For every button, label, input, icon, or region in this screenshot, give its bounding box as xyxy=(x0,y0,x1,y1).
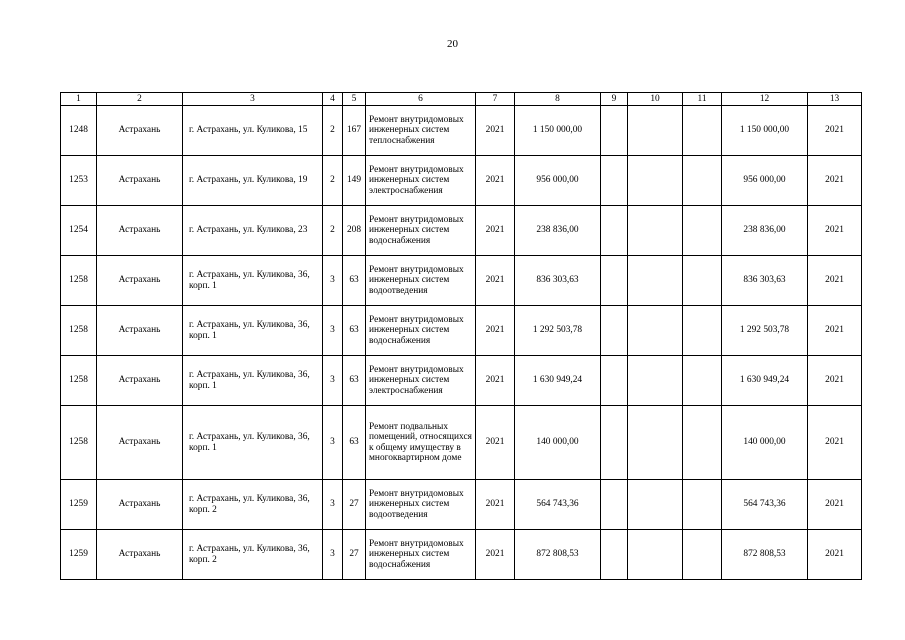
cell-col-10 xyxy=(628,256,683,306)
cell-work-type: Ремонт внутридомовых инженерных систем водоотведения xyxy=(366,480,476,530)
cell-col-11 xyxy=(683,356,722,406)
cell-address: г. Астрахань, ул. Куликова, 23 xyxy=(183,206,323,256)
cell-cost: 872 808,53 xyxy=(515,530,601,580)
cell-completion-year: 2021 xyxy=(808,356,862,406)
cell-year: 2021 xyxy=(476,530,515,580)
cell-col-11 xyxy=(683,156,722,206)
cell-apartments: 63 xyxy=(343,356,366,406)
column-header-11: 11 xyxy=(683,93,722,106)
cell-completion-year: 2021 xyxy=(808,106,862,156)
cell-floors: 3 xyxy=(323,356,343,406)
cell-floors: 3 xyxy=(323,256,343,306)
cell-work-type: Ремонт внутридомовых инженерных систем водоотведения xyxy=(366,256,476,306)
cell-row-number: 1258 xyxy=(61,256,97,306)
cell-year: 2021 xyxy=(476,106,515,156)
cell-row-number: 1258 xyxy=(61,406,97,480)
cell-floors: 2 xyxy=(323,206,343,256)
cell-completion-year: 2021 xyxy=(808,530,862,580)
cell-total: 140 000,00 xyxy=(722,406,808,480)
column-header-1: 1 xyxy=(61,93,97,106)
cell-year: 2021 xyxy=(476,256,515,306)
cell-cost: 564 743,36 xyxy=(515,480,601,530)
cell-col-9 xyxy=(601,406,628,480)
cell-floors: 3 xyxy=(323,480,343,530)
cell-year: 2021 xyxy=(476,206,515,256)
cell-col-10 xyxy=(628,356,683,406)
cell-address: г. Астрахань, ул. Куликова, 15 xyxy=(183,106,323,156)
table-row xyxy=(61,530,862,580)
cell-col-11 xyxy=(683,206,722,256)
cell-city: Астрахань xyxy=(97,306,183,356)
cell-col-11 xyxy=(683,480,722,530)
cell-cost: 956 000,00 xyxy=(515,156,601,206)
cell-work-type: Ремонт внутридомовых инженерных систем теплоснабжения xyxy=(366,106,476,156)
cell-completion-year: 2021 xyxy=(808,406,862,480)
cell-col-10 xyxy=(628,530,683,580)
table-row xyxy=(61,356,862,406)
cell-apartments: 208 xyxy=(343,206,366,256)
cell-city: Астрахань xyxy=(97,480,183,530)
table-row xyxy=(61,156,862,206)
cell-total: 564 743,36 xyxy=(722,480,808,530)
table-header xyxy=(61,93,862,106)
cell-col-11 xyxy=(683,256,722,306)
table-row xyxy=(61,206,862,256)
cell-city: Астрахань xyxy=(97,356,183,406)
cell-col-9 xyxy=(601,156,628,206)
cell-apartments: 167 xyxy=(343,106,366,156)
cell-address: г. Астрахань, ул. Куликова, 36, корп. 1 xyxy=(183,306,323,356)
header-row xyxy=(61,93,862,106)
cell-apartments: 27 xyxy=(343,530,366,580)
column-header-9: 9 xyxy=(601,93,628,106)
cell-row-number: 1259 xyxy=(61,530,97,580)
cell-address: г. Астрахань, ул. Куликова, 36, корп. 2 xyxy=(183,480,323,530)
cell-address: г. Астрахань, ул. Куликова, 36, корп. 1 xyxy=(183,256,323,306)
cell-floors: 2 xyxy=(323,106,343,156)
table-row xyxy=(61,306,862,356)
cell-address: г. Астрахань, ул. Куликова, 36, корп. 1 xyxy=(183,406,323,480)
cell-floors: 3 xyxy=(323,406,343,480)
cell-col-9 xyxy=(601,256,628,306)
cell-cost: 238 836,00 xyxy=(515,206,601,256)
cell-work-type: Ремонт внутридомовых инженерных систем водоснабжения xyxy=(366,530,476,580)
cell-col-10 xyxy=(628,106,683,156)
cell-work-type: Ремонт внутридомовых инженерных систем электроснабжения xyxy=(366,156,476,206)
cell-row-number: 1258 xyxy=(61,356,97,406)
cell-year: 2021 xyxy=(476,480,515,530)
cell-address: г. Астрахань, ул. Куликова, 36, корп. 1 xyxy=(183,356,323,406)
cell-completion-year: 2021 xyxy=(808,480,862,530)
column-header-5: 5 xyxy=(343,93,366,106)
cell-year: 2021 xyxy=(476,156,515,206)
cell-work-type: Ремонт подвальных помещений, относящихся к общему имуществу в многоквартирном доме xyxy=(366,406,476,480)
cell-floors: 2 xyxy=(323,156,343,206)
column-header-3: 3 xyxy=(183,93,323,106)
column-header-13: 13 xyxy=(808,93,862,106)
capital-repair-table xyxy=(60,92,862,580)
cell-city: Астрахань xyxy=(97,530,183,580)
cell-work-type: Ремонт внутридомовых инженерных систем водоснабжения xyxy=(366,206,476,256)
table-row xyxy=(61,256,862,306)
cell-col-10 xyxy=(628,480,683,530)
cell-col-11 xyxy=(683,406,722,480)
cell-total: 1 292 503,78 xyxy=(722,306,808,356)
cell-row-number: 1253 xyxy=(61,156,97,206)
column-header-7: 7 xyxy=(476,93,515,106)
cell-address: г. Астрахань, ул. Куликова, 19 xyxy=(183,156,323,206)
column-header-2: 2 xyxy=(97,93,183,106)
cell-row-number: 1259 xyxy=(61,480,97,530)
cell-completion-year: 2021 xyxy=(808,156,862,206)
column-header-12: 12 xyxy=(722,93,808,106)
cell-apartments: 63 xyxy=(343,306,366,356)
cell-year: 2021 xyxy=(476,406,515,480)
column-header-6: 6 xyxy=(366,93,476,106)
cell-col-10 xyxy=(628,206,683,256)
cell-cost: 836 303,63 xyxy=(515,256,601,306)
cell-col-11 xyxy=(683,530,722,580)
cell-apartments: 63 xyxy=(343,256,366,306)
cell-row-number: 1258 xyxy=(61,306,97,356)
cell-cost: 1 292 503,78 xyxy=(515,306,601,356)
cell-floors: 3 xyxy=(323,530,343,580)
cell-col-11 xyxy=(683,106,722,156)
cell-col-10 xyxy=(628,406,683,480)
cell-col-9 xyxy=(601,530,628,580)
cell-city: Астрахань xyxy=(97,256,183,306)
cell-completion-year: 2021 xyxy=(808,256,862,306)
cell-cost: 1 150 000,00 xyxy=(515,106,601,156)
cell-total: 836 303,63 xyxy=(722,256,808,306)
cell-completion-year: 2021 xyxy=(808,206,862,256)
cell-address: г. Астрахань, ул. Куликова, 36, корп. 2 xyxy=(183,530,323,580)
table-row xyxy=(61,406,862,480)
cell-row-number: 1254 xyxy=(61,206,97,256)
cell-year: 2021 xyxy=(476,356,515,406)
cell-total: 238 836,00 xyxy=(722,206,808,256)
cell-col-9 xyxy=(601,480,628,530)
cell-total: 872 808,53 xyxy=(722,530,808,580)
cell-col-10 xyxy=(628,156,683,206)
cell-city: Астрахань xyxy=(97,206,183,256)
cell-apartments: 63 xyxy=(343,406,366,480)
page-number: 20 xyxy=(447,38,458,50)
cell-cost: 1 630 949,24 xyxy=(515,356,601,406)
cell-col-9 xyxy=(601,106,628,156)
cell-total: 956 000,00 xyxy=(722,156,808,206)
cell-total: 1 630 949,24 xyxy=(722,356,808,406)
cell-completion-year: 2021 xyxy=(808,306,862,356)
table-row xyxy=(61,106,862,156)
cell-col-9 xyxy=(601,306,628,356)
table-row xyxy=(61,480,862,530)
cell-floors: 3 xyxy=(323,306,343,356)
table-body xyxy=(61,106,862,580)
column-header-8: 8 xyxy=(515,93,601,106)
cell-work-type: Ремонт внутридомовых инженерных систем электроснабжения xyxy=(366,356,476,406)
cell-col-9 xyxy=(601,206,628,256)
cell-col-11 xyxy=(683,306,722,356)
cell-apartments: 27 xyxy=(343,480,366,530)
cell-city: Астрахань xyxy=(97,106,183,156)
cell-city: Астрахань xyxy=(97,406,183,480)
cell-cost: 140 000,00 xyxy=(515,406,601,480)
cell-apartments: 149 xyxy=(343,156,366,206)
cell-total: 1 150 000,00 xyxy=(722,106,808,156)
cell-row-number: 1248 xyxy=(61,106,97,156)
column-header-4: 4 xyxy=(323,93,343,106)
cell-city: Астрахань xyxy=(97,156,183,206)
cell-work-type: Ремонт внутридомовых инженерных систем водоснабжения xyxy=(366,306,476,356)
cell-col-9 xyxy=(601,356,628,406)
cell-year: 2021 xyxy=(476,306,515,356)
cell-col-10 xyxy=(628,306,683,356)
column-header-10: 10 xyxy=(628,93,683,106)
